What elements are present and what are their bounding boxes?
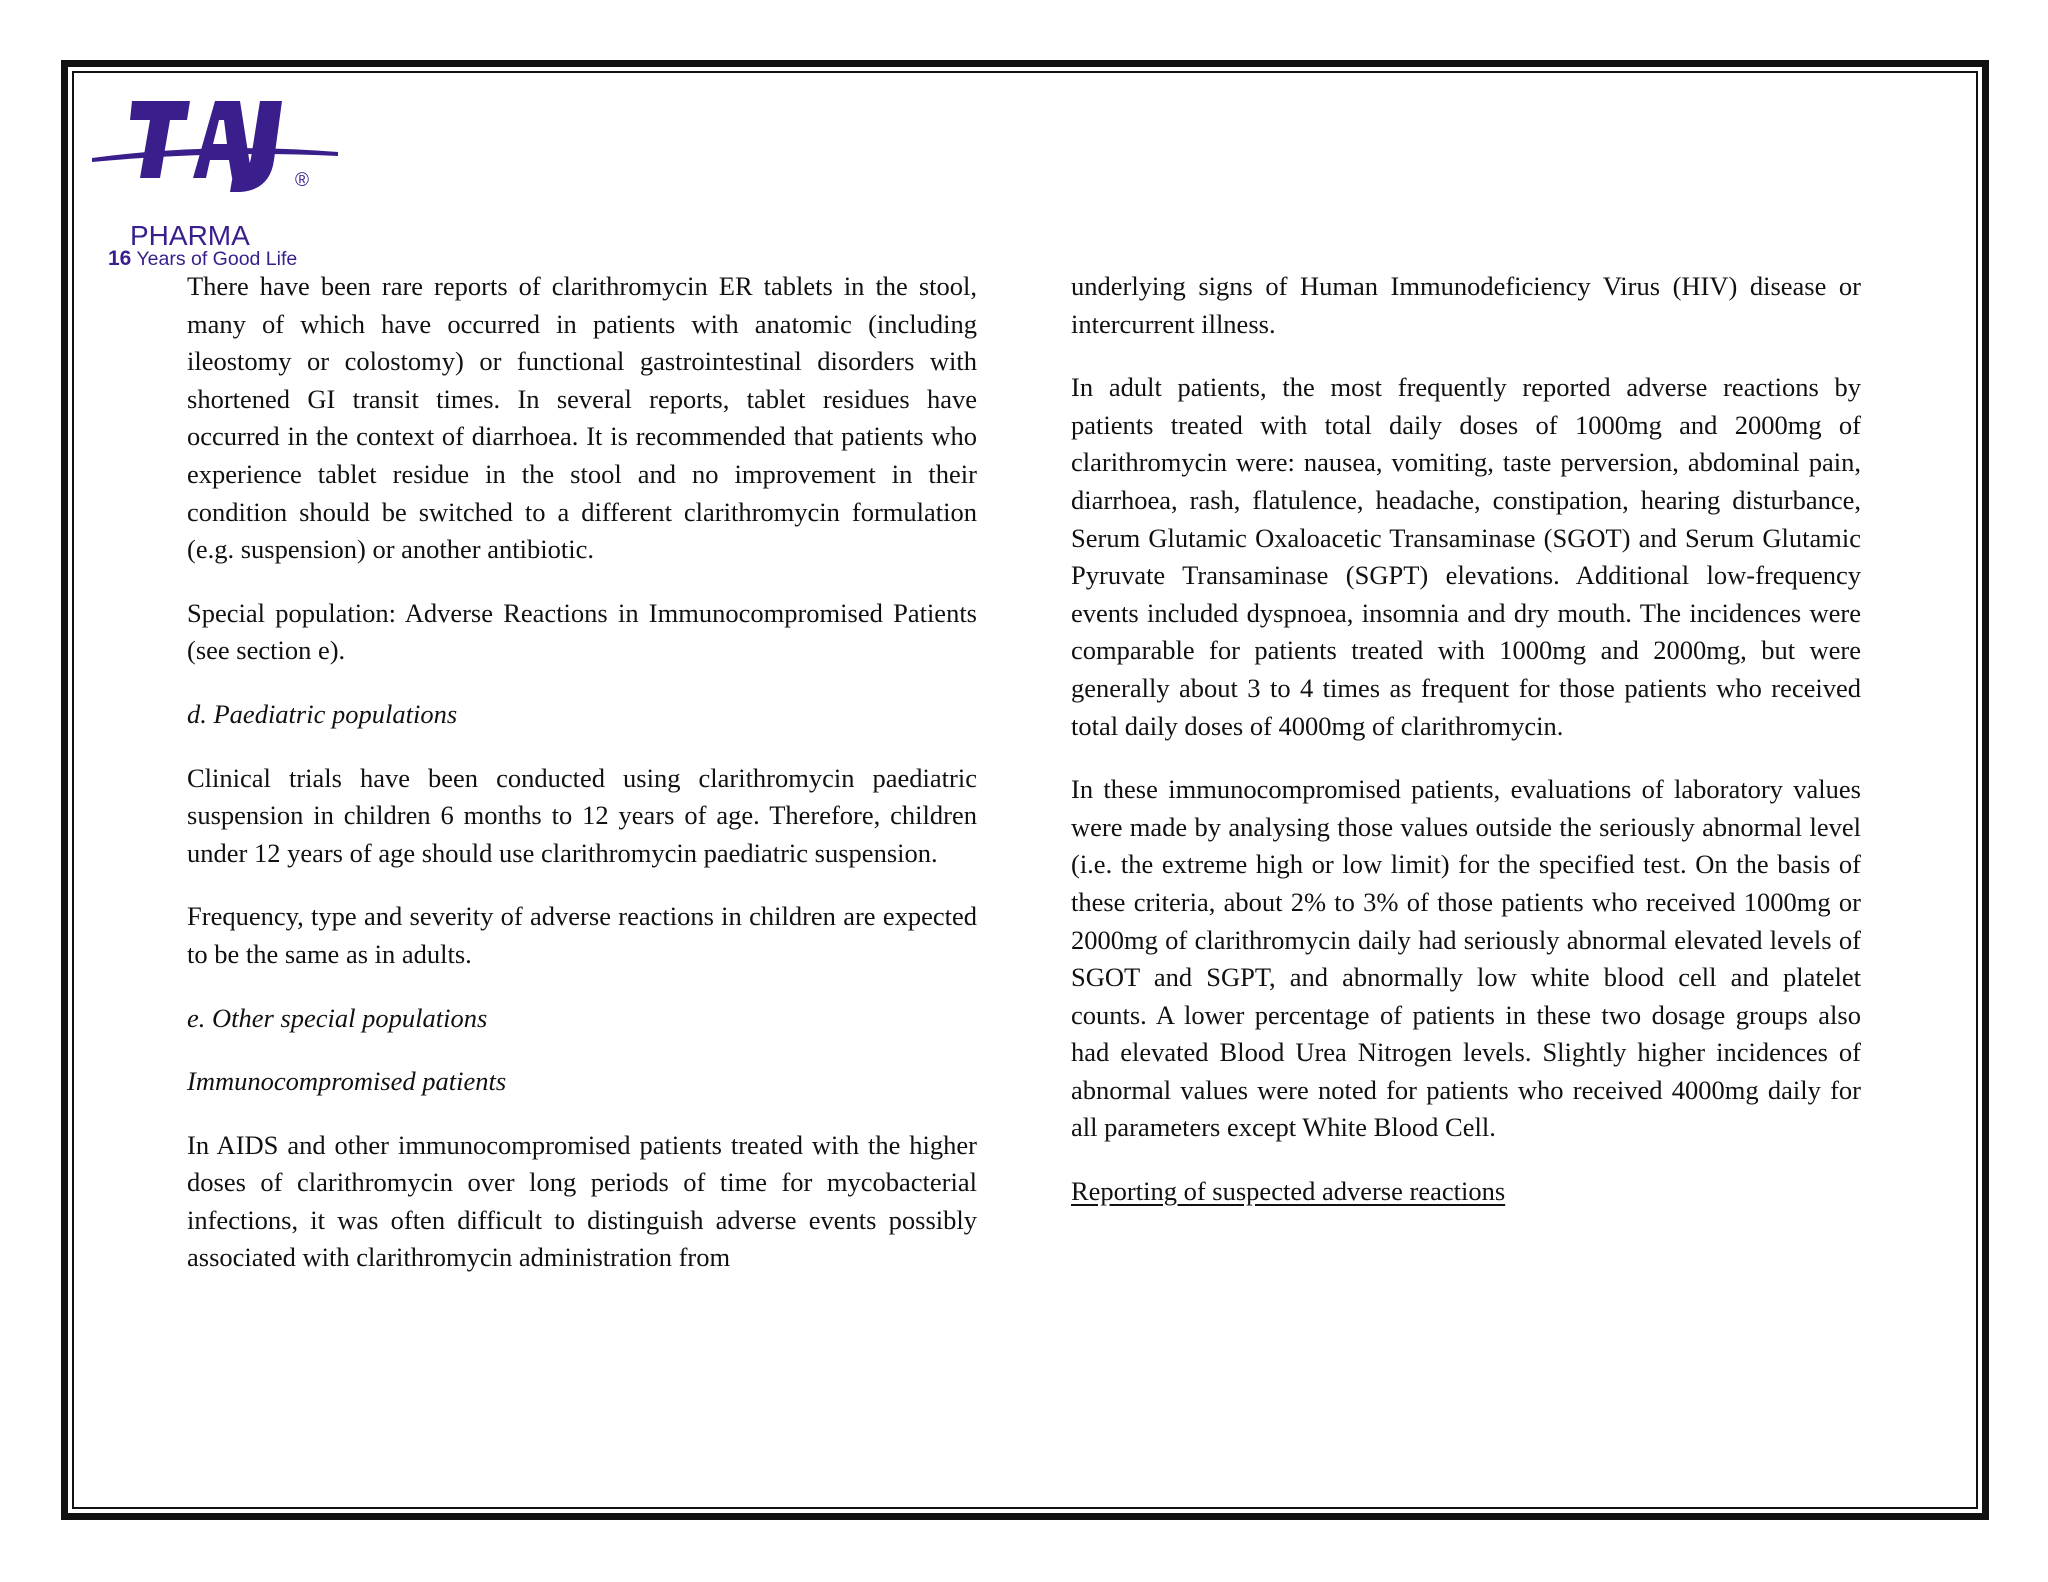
paediatric-heading: d. Paediatric populations (187, 698, 458, 729)
tablet-residue-paragraph: There have been rare reports of clarithromycin ER tablets in the stool, many of which have occurred in patients with anatomic (including ileostomy or colostomy) or functional gastrointestinal disorders with shortened GI transit times. In several reports, tablet residues have occurred in the context of diarrhoea. It is recommended that patients who experience tablet residue in the stool and no improvement in their condition should be switched to a different clarithromycin formulation (e.g. suspension) or another antibiotic. (187, 271, 977, 565)
other-populations-heading: e. Other special populations (187, 1002, 488, 1033)
left-column (187, 268, 977, 1303)
adult-reactions-paragraph: In adult patients, the most frequently reported adverse reactions by patients treated with total daily doses of 1000mg and 2000mg of clarithromycin were: nausea, vomiting, taste perversion, abdominal pain, diarrhoea, rash, flatulence, headache, constipation, hearing disturbance, Serum Glutamic Oxaloacetic Transaminase (SGOT) and Serum Glutamic Pyruvate Transaminase (SGPT) elevations. Additional low-frequency events included dyspnoea, insomnia and dry mouth. The incidences were comparable for patients treated with 1000mg and 2000mg, but were generally about 3 to 4 times as frequent for those patients who received total daily doses of 4000mg of clarithromycin. (1071, 372, 1861, 741)
laboratory-values-paragraph: In these immunocompromised patients, evaluations of laboratory values were made by analysing those values outside the seriously abnormal level (i.e. the extreme high or low limit) for the specified test. On the basis of these criteria, about 2% to 3% of those patients who received 1000mg or 2000mg of clarithromycin daily had seriously abnormal elevated levels of SGOT and SGPT, and abnormally low white blood cell and platelet counts. A lower percentage of patients in these two dosage groups also had elevated Blood Urea Nitrogen levels. Slightly higher incidences of abnormal values were noted for patients who received 4000mg daily for all parameters except White Blood Cell. (1071, 774, 1861, 1143)
registered-mark: ® (295, 170, 309, 191)
logo-tagline (108, 248, 297, 270)
tagline-number: 16 (108, 247, 132, 270)
logo-wordmark: PHARMA (130, 220, 250, 251)
right-column (1071, 268, 1861, 1237)
taj-pharma-logo (90, 98, 350, 270)
aids-paragraph: In AIDS and other immunocompromised patients treated with the higher doses of clarithromycin over long periods of time for mycobacterial infections, it was often difficult to distinguish adverse events possibly associated with clarithromycin administration from (187, 1129, 977, 1273)
paediatric-frequency-paragraph: Frequency, type and severity of adverse reactions in children are expected to be the same as in adults. (187, 901, 977, 969)
immunocompromised-heading: Immunocompromised patients (187, 1066, 507, 1097)
paediatric-trials-paragraph: Clinical trials have been conducted using clarithromycin paediatric suspension in children 6 months to 12 years of age. Therefore, children under 12 years of age should use clarithromycin paediatric suspension. (187, 762, 977, 868)
special-population-paragraph: Special population: Adverse Reactions in Immunocompromised Patients (see section e). (187, 597, 977, 666)
taj-logo-mark (90, 98, 350, 228)
reporting-heading: Reporting of suspected adverse reactions (1071, 1176, 1506, 1207)
hiv-continuation-paragraph: underlying signs of Human Immunodeficiency Virus (HIV) disease or intercurrent illness. (1071, 271, 1861, 339)
tagline-text: Years of Good Life (136, 248, 298, 270)
